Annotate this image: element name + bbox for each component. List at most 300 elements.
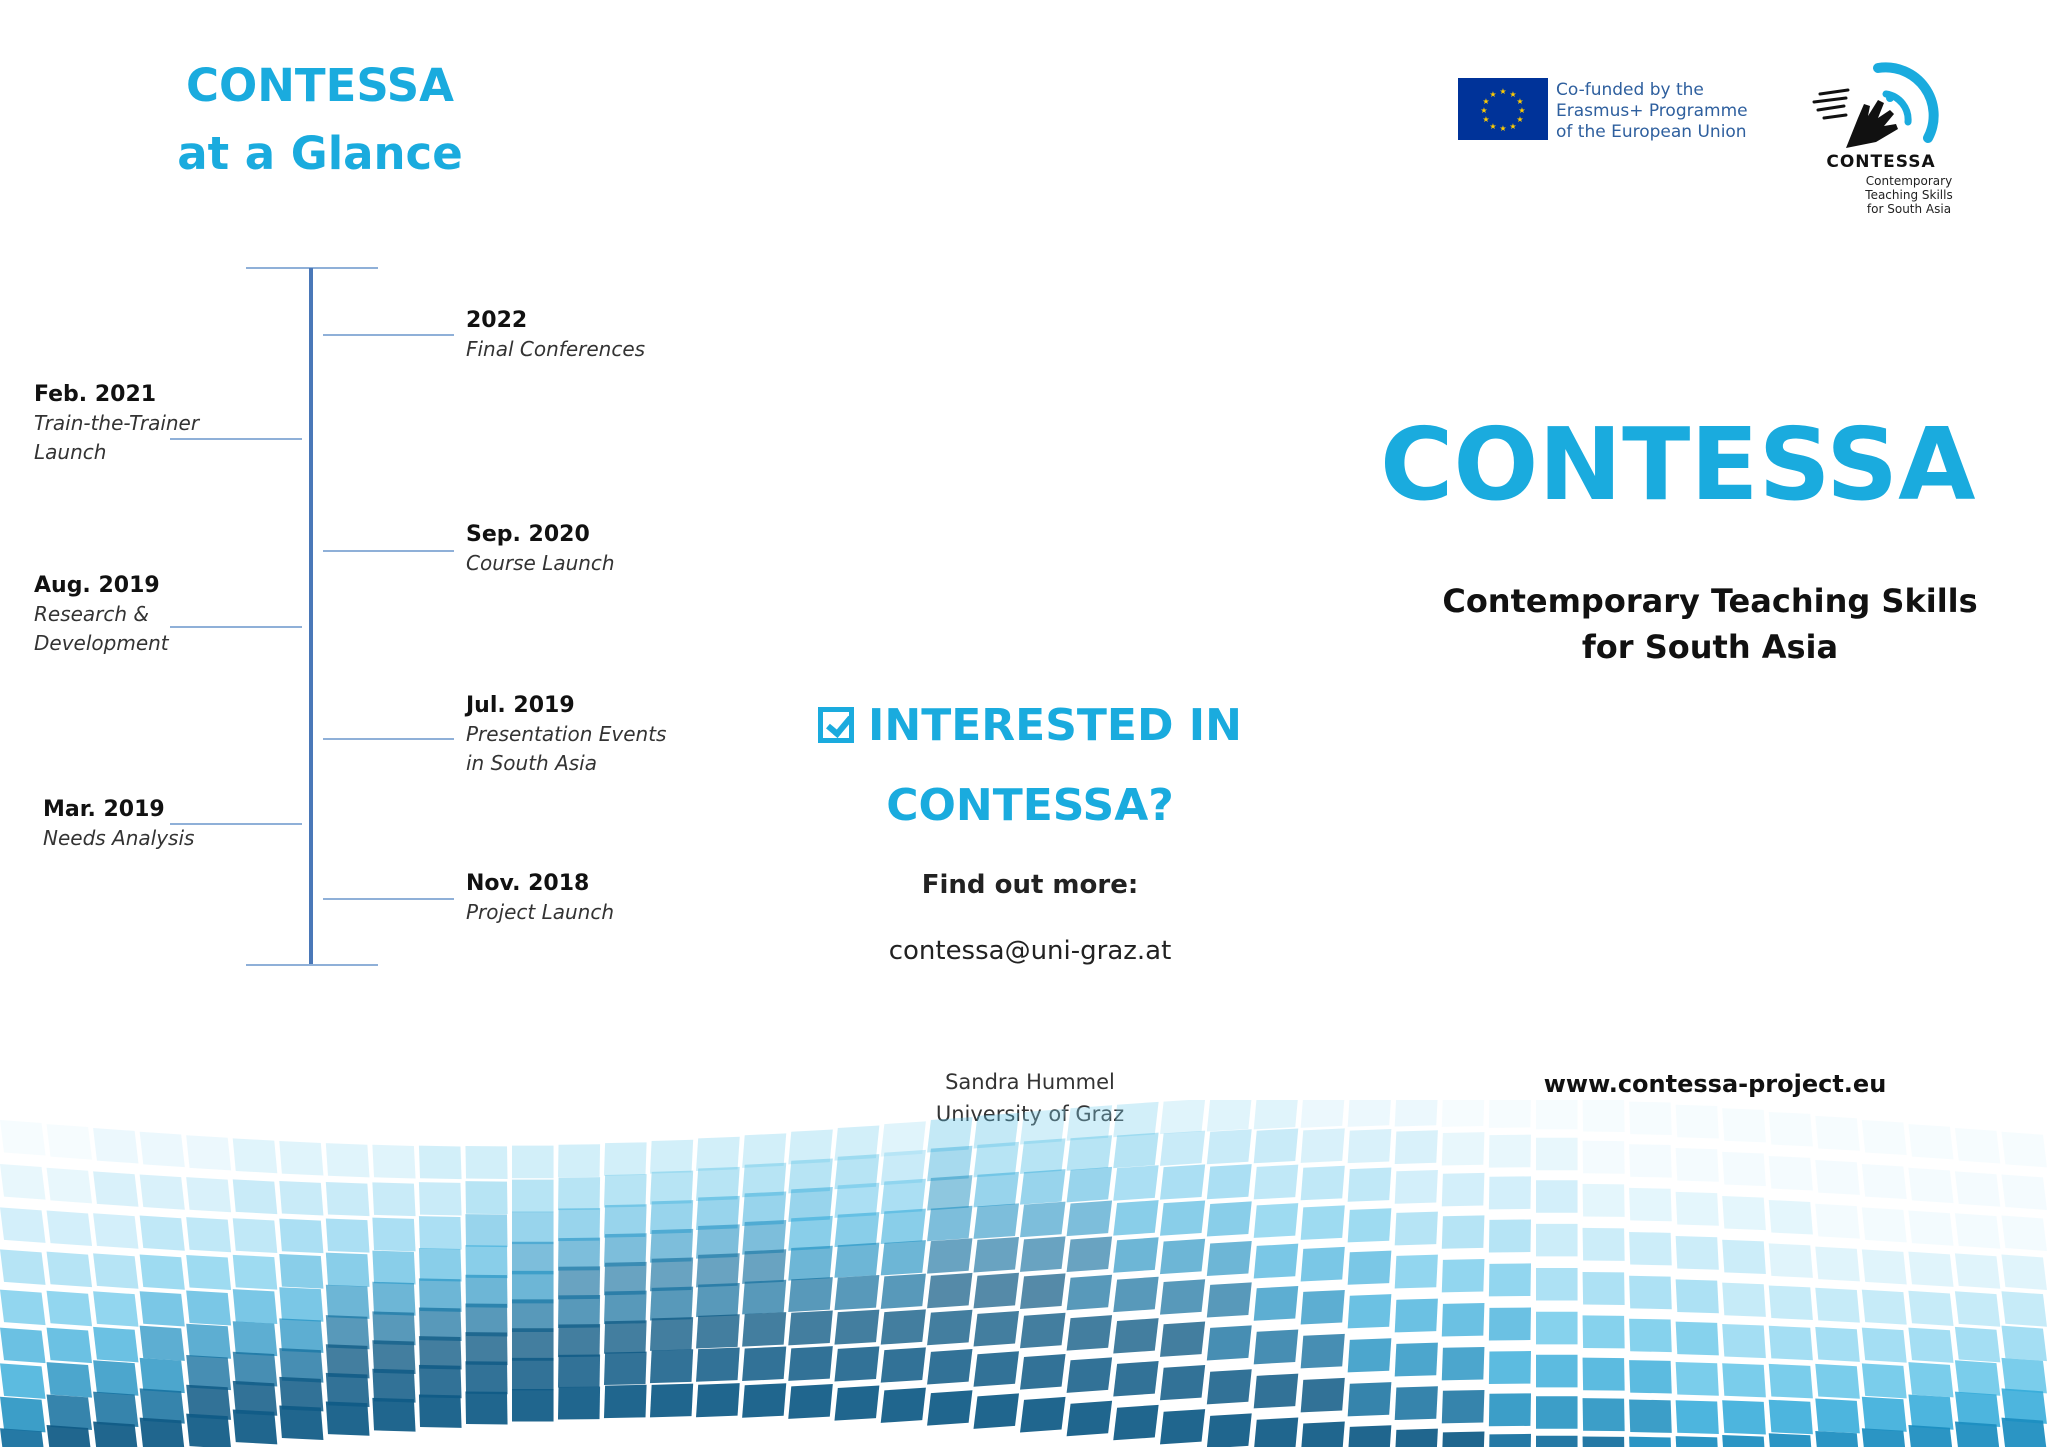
wave-tile <box>1489 1434 1531 1447</box>
wave-tile <box>1113 1318 1158 1353</box>
wave-tile <box>1815 1247 1860 1282</box>
wave-tile <box>1254 1100 1299 1129</box>
timeline-desc: Presentation Events <box>466 722 667 746</box>
wave-tile <box>558 1266 600 1299</box>
wave-tile <box>1348 1208 1392 1242</box>
wave-tile <box>558 1324 600 1357</box>
wave-tile <box>1020 1273 1066 1309</box>
wave-tile <box>650 1257 693 1291</box>
wave-tile <box>1207 1241 1252 1276</box>
find-out-more: Find out more: <box>921 870 1139 900</box>
wave-tile <box>512 1358 554 1391</box>
wave-tile <box>1722 1240 1766 1274</box>
wave-tile <box>1583 1315 1625 1348</box>
wave-tile <box>1395 1343 1438 1377</box>
brand-sub-line: Contemporary <box>1865 174 1953 188</box>
wave-tile <box>881 1388 926 1423</box>
timeline-date: Feb. 2021 <box>34 382 157 407</box>
wave-tile <box>2001 1215 2047 1251</box>
wave-tile <box>834 1212 879 1247</box>
wave-tile <box>558 1295 600 1328</box>
wave-tile <box>1815 1116 1860 1151</box>
wave-tile <box>93 1327 138 1362</box>
wave-tile <box>742 1280 786 1315</box>
wave-tile <box>558 1208 600 1241</box>
wave-tile <box>1207 1282 1252 1317</box>
wave-tile <box>140 1215 185 1250</box>
wave-tile <box>1301 1205 1345 1240</box>
wave-tile <box>1676 1105 1719 1139</box>
wave-tile <box>696 1137 740 1171</box>
wave-tile <box>1348 1425 1392 1447</box>
wave-tile <box>1489 1100 1531 1128</box>
glance-title-line2: at a Glance <box>177 127 463 180</box>
wave-tile <box>696 1253 740 1287</box>
wave-tile <box>1442 1132 1485 1165</box>
wave-tile <box>419 1308 462 1341</box>
timeline-tick <box>170 626 302 628</box>
timeline-desc: Course Launch <box>466 551 615 575</box>
wave-tile <box>1160 1365 1205 1400</box>
wave-tile <box>650 1171 693 1205</box>
wave-tile <box>2001 1358 2047 1394</box>
wave-tile <box>465 1361 507 1394</box>
wave-tile <box>1301 1334 1345 1369</box>
wave-tile <box>186 1135 231 1170</box>
timeline-date: Jul. 2019 <box>466 693 575 718</box>
wave-tile <box>465 1181 507 1214</box>
wave-tile <box>1583 1228 1625 1261</box>
wave-tile <box>1395 1170 1438 1204</box>
glance-title-line1: CONTESSA <box>185 59 454 112</box>
timeline-tick <box>323 550 454 552</box>
wave-tile <box>650 1229 693 1263</box>
timeline-tick <box>323 738 454 740</box>
wave-tile <box>326 1315 370 1349</box>
svg-text:★: ★ <box>1480 106 1488 115</box>
wave-tile <box>1862 1164 1907 1199</box>
wave-pattern <box>0 1100 2048 1447</box>
wave-tile <box>326 1218 370 1252</box>
wave-tile <box>372 1282 415 1316</box>
wave-tile <box>1583 1272 1625 1305</box>
wave-tile <box>1113 1200 1158 1235</box>
wave-tile <box>1395 1212 1438 1246</box>
wave-tile <box>1908 1362 1953 1397</box>
wave-tile <box>1160 1239 1205 1274</box>
wave-tile <box>1583 1398 1625 1431</box>
wave-tile <box>1676 1236 1719 1270</box>
hand-logo-graphic <box>1806 60 1956 152</box>
wave-tile <box>881 1274 926 1309</box>
timeline-date: Nov. 2018 <box>466 871 590 896</box>
wave-tile <box>93 1253 138 1288</box>
wave-tile <box>93 1291 138 1326</box>
wave-tile <box>1955 1327 2000 1362</box>
wave-tile <box>0 1120 46 1156</box>
wave-tile <box>1160 1200 1205 1235</box>
wave-tile <box>465 1332 507 1365</box>
wave-tile <box>1908 1168 1953 1203</box>
wave-tile <box>93 1360 138 1395</box>
timeline-spine <box>309 268 313 965</box>
wave-tile <box>1769 1400 1813 1435</box>
wave-tile <box>512 1389 554 1422</box>
wave-tile <box>1536 1224 1578 1257</box>
timeline-desc: in South Asia <box>466 751 597 775</box>
wave-tile <box>1629 1232 1672 1265</box>
wave-tile <box>465 1275 507 1308</box>
eu-text-line: of the European Union <box>1556 122 1747 142</box>
wave-tile <box>604 1262 647 1295</box>
wave-tile <box>279 1181 323 1216</box>
wave-tile <box>1769 1285 1813 1320</box>
wave-tile <box>1769 1243 1813 1278</box>
wave-tile <box>1815 1204 1860 1239</box>
wave-tile <box>696 1348 740 1382</box>
wave-tile <box>1254 1128 1299 1163</box>
contact-email[interactable]: contessa@uni-graz.at <box>888 936 1172 966</box>
wave-tile <box>696 1383 740 1417</box>
timeline-desc: Research & <box>34 602 150 626</box>
wave-tile <box>1536 1180 1578 1213</box>
timeline-date: 2022 <box>466 308 528 333</box>
timeline-desc: Project Launch <box>466 900 614 924</box>
wave-tile <box>372 1340 415 1374</box>
wave-tile <box>0 1164 46 1200</box>
wave-tile <box>1489 1308 1531 1341</box>
wave-tile <box>927 1273 972 1308</box>
wave-tile <box>1254 1418 1299 1447</box>
wave-tile <box>47 1362 93 1398</box>
wave-tile <box>1955 1171 2000 1206</box>
wave-tile <box>0 1328 46 1364</box>
wave-tile <box>1067 1135 1113 1171</box>
wave-tile <box>0 1428 46 1447</box>
wave-tile <box>1908 1291 1953 1326</box>
wave-tile <box>186 1290 231 1325</box>
wave-tile <box>93 1213 138 1248</box>
wave-tile <box>1862 1249 1907 1284</box>
wave-tile <box>973 1351 1019 1387</box>
wave-tile <box>186 1414 231 1447</box>
wave-tile <box>1722 1363 1766 1397</box>
wave-tile <box>1113 1277 1158 1312</box>
wave-tile <box>186 1217 231 1252</box>
wave-tile <box>1908 1252 1953 1287</box>
brand-logo-subtext <box>1864 174 1954 216</box>
wave-tile <box>1207 1129 1252 1164</box>
wave-tile <box>0 1363 46 1399</box>
wave-tile <box>1489 1351 1531 1384</box>
svg-text:★: ★ <box>1499 124 1507 133</box>
wave-tile <box>419 1248 462 1281</box>
wave-tile <box>1348 1168 1392 1202</box>
wave-tile <box>1442 1390 1485 1423</box>
wave-tile <box>233 1218 278 1253</box>
wave-tile <box>696 1314 740 1348</box>
wave-tile <box>558 1238 600 1271</box>
wave-tile <box>419 1365 462 1398</box>
wave-tile <box>604 1174 647 1207</box>
wave-tile <box>1536 1396 1578 1429</box>
wave-tile <box>696 1283 740 1317</box>
wave-tile <box>927 1238 972 1273</box>
wave-tile <box>788 1310 833 1345</box>
wave-tile <box>1489 1393 1531 1426</box>
wave-tile <box>1254 1165 1299 1200</box>
wave-tile <box>1160 1279 1205 1314</box>
wave-tile <box>512 1328 554 1361</box>
wave-tile <box>834 1386 879 1421</box>
wave-tile <box>558 1354 600 1387</box>
glance-title <box>120 52 520 188</box>
wave-tile <box>1442 1100 1485 1127</box>
wave-tile <box>973 1172 1019 1208</box>
wave-tile <box>1908 1328 1953 1363</box>
subtitle-line1: Contemporary Teaching Skills <box>1442 582 1978 620</box>
svg-text:★: ★ <box>1509 122 1517 131</box>
wave-tile <box>604 1233 647 1266</box>
wave-tile <box>696 1167 740 1201</box>
wave-tile <box>47 1328 93 1364</box>
wave-tile <box>419 1146 462 1179</box>
website-link[interactable]: www.contessa-project.eu <box>1543 1070 1887 1098</box>
wave-tile <box>1908 1425 1953 1447</box>
wave-tile <box>1395 1429 1438 1447</box>
wave-tile <box>233 1321 278 1356</box>
timeline-entry-sep-2020 <box>466 520 615 578</box>
wave-tile <box>1676 1436 1719 1447</box>
wave-tile <box>1254 1286 1299 1321</box>
wave-tile <box>419 1182 462 1215</box>
wave-tile <box>973 1237 1019 1273</box>
wave-tile <box>47 1425 93 1447</box>
wave-tile <box>1348 1129 1392 1163</box>
wave-tile <box>1769 1433 1813 1447</box>
wave-tile <box>834 1243 879 1278</box>
wave-tile <box>1583 1100 1625 1132</box>
wave-tile <box>1207 1369 1252 1404</box>
wave-tile <box>140 1418 185 1447</box>
wave-tile <box>1067 1275 1113 1311</box>
wave-tile <box>279 1405 323 1440</box>
wave-tile <box>604 1142 647 1175</box>
wave-tile <box>1583 1358 1625 1391</box>
wave-tile <box>1722 1283 1766 1317</box>
wave-tile <box>1067 1401 1113 1437</box>
wave-tile <box>1629 1102 1672 1135</box>
wave-tile <box>1722 1400 1766 1434</box>
wave-tile <box>1815 1160 1860 1195</box>
wave-tile <box>650 1317 693 1351</box>
wave-tile <box>742 1312 786 1347</box>
wave-tile <box>1254 1244 1299 1279</box>
wave-tile <box>1629 1276 1672 1309</box>
wave-tile <box>604 1352 647 1385</box>
wave-tile <box>1207 1413 1252 1447</box>
wave-tile <box>1489 1263 1531 1296</box>
timeline-entry-nov-2018 <box>466 869 614 927</box>
wave-tile <box>512 1299 554 1332</box>
main-title: CONTESSA <box>1380 406 1976 523</box>
wave-tile <box>1583 1141 1625 1174</box>
wave-tile <box>1815 1364 1860 1399</box>
wave-tile <box>1815 1399 1860 1434</box>
wave-tile <box>973 1203 1019 1239</box>
wave-tile <box>1676 1322 1719 1356</box>
wave-tile <box>650 1349 693 1383</box>
wave-tile <box>1067 1315 1113 1351</box>
wave-tile <box>604 1320 647 1353</box>
wave-tile <box>558 1387 600 1420</box>
wave-tile <box>2001 1291 2047 1327</box>
wave-tile <box>1862 1363 1907 1398</box>
wave-tile <box>1113 1361 1158 1396</box>
wave-tile <box>1908 1394 1953 1429</box>
wave-tile <box>1629 1399 1672 1432</box>
wave-tile <box>650 1200 693 1234</box>
brand-logo-word: CONTESSA <box>1826 152 1936 172</box>
contessa-hand-logo <box>1806 60 1956 220</box>
wave-tile <box>1301 1290 1345 1325</box>
wave-tile <box>512 1212 554 1245</box>
eu-text-line: Erasmus+ Programme <box>1556 101 1748 121</box>
wave-tile <box>604 1204 647 1237</box>
wave-tile <box>1955 1213 2000 1248</box>
wave-tile <box>1722 1435 1766 1447</box>
wave-tile <box>834 1346 879 1381</box>
svg-text:★: ★ <box>1518 106 1526 115</box>
wave-tile <box>1862 1207 1907 1242</box>
wave-tile <box>742 1133 786 1168</box>
contact-org: University of Graz <box>935 1102 1125 1126</box>
wave-tile <box>93 1421 138 1447</box>
wave-tile <box>650 1384 693 1418</box>
wave-tile <box>650 1140 693 1174</box>
wave-tile <box>1862 1120 1907 1155</box>
eu-logo-text <box>1556 80 1748 143</box>
wave-tile <box>1629 1188 1672 1221</box>
wave-tile <box>1769 1112 1813 1147</box>
wave-tile <box>186 1355 231 1390</box>
wave-tile <box>512 1242 554 1275</box>
wave-tile <box>1067 1236 1113 1272</box>
wave-tile <box>1676 1148 1719 1182</box>
wave-tile <box>1067 1105 1113 1141</box>
svg-text:★: ★ <box>1516 115 1524 124</box>
wave-tile <box>1862 1397 1907 1432</box>
wave-tile <box>1301 1128 1345 1163</box>
wave-tile <box>1676 1279 1719 1313</box>
wave-tile <box>47 1394 93 1430</box>
eu-cofunded-logo <box>1456 76 1748 150</box>
wave-tile <box>140 1326 185 1361</box>
wave-tile <box>1676 1192 1719 1226</box>
wave-tile <box>1020 1354 1066 1390</box>
wave-tile <box>1676 1400 1719 1434</box>
wave-tile <box>465 1245 507 1278</box>
wave-tile <box>465 1304 507 1337</box>
wave-tile <box>788 1346 833 1381</box>
wave-tile <box>2001 1174 2047 1210</box>
wave-tile <box>1769 1200 1813 1235</box>
wave-tile <box>372 1398 415 1432</box>
wave-tile <box>696 1224 740 1258</box>
wave-tile <box>512 1146 554 1179</box>
wave-tile <box>279 1254 323 1289</box>
eu-text-line: Co-funded by the <box>1556 80 1704 100</box>
wave-tile <box>1020 1138 1066 1174</box>
wave-tile <box>1254 1330 1299 1365</box>
wave-tile <box>2001 1254 2047 1290</box>
wave-tile <box>558 1177 600 1210</box>
timeline-tick <box>323 334 454 336</box>
wave-tile <box>1348 1382 1392 1416</box>
wave-tile <box>372 1369 415 1403</box>
timeline-bottom-cap <box>246 964 378 966</box>
wave-tile <box>973 1273 1019 1309</box>
wave-tile <box>927 1310 972 1345</box>
wave-tile <box>881 1347 926 1382</box>
wave-tile <box>1955 1392 2000 1427</box>
wave-tile <box>1815 1288 1860 1323</box>
wave-tile <box>419 1394 462 1427</box>
wave-tile <box>1489 1176 1531 1209</box>
checkbox-icon <box>818 707 854 743</box>
wave-tile <box>47 1252 93 1288</box>
wave-tile <box>140 1174 185 1209</box>
wave-tile <box>1113 1165 1158 1200</box>
wave-tile <box>1254 1203 1299 1238</box>
wave-tile <box>1113 1237 1158 1272</box>
wave-tile <box>1536 1312 1578 1345</box>
svg-text:★: ★ <box>1516 97 1524 106</box>
wave-tile <box>1301 1378 1345 1413</box>
wave-tile <box>881 1179 926 1214</box>
wave-tile <box>1815 1327 1860 1362</box>
wave-tile <box>1395 1299 1438 1333</box>
wave-tile <box>1769 1326 1813 1361</box>
wave-tile <box>1442 1347 1485 1380</box>
wave-tile <box>1769 1156 1813 1191</box>
wave-tile <box>0 1397 46 1433</box>
wave-tile <box>1955 1253 2000 1288</box>
wave-tile <box>2001 1132 2047 1168</box>
timeline-entry-mar-2019 <box>43 795 194 853</box>
wave-tile <box>1536 1355 1578 1388</box>
wave-tile <box>927 1390 972 1425</box>
wave-tile <box>47 1124 93 1160</box>
wave-tile <box>1160 1131 1205 1166</box>
timeline-desc: Launch <box>34 440 107 464</box>
wave-tile <box>742 1220 786 1255</box>
wave-tile <box>140 1132 185 1167</box>
wave-tile <box>372 1311 415 1345</box>
wave-tile <box>1769 1364 1813 1399</box>
wave-tile <box>512 1271 554 1304</box>
wave-tile <box>1348 1338 1392 1372</box>
wave-tile <box>881 1309 926 1344</box>
wave-tile <box>465 1146 507 1179</box>
wave-tile <box>1395 1100 1438 1127</box>
wave-tile <box>0 1249 46 1285</box>
timeline-date: Mar. 2019 <box>43 797 165 822</box>
wave-tile <box>742 1249 786 1284</box>
wave-tile <box>1207 1325 1252 1360</box>
wave-tile <box>186 1255 231 1290</box>
wave-tile <box>1160 1164 1205 1199</box>
